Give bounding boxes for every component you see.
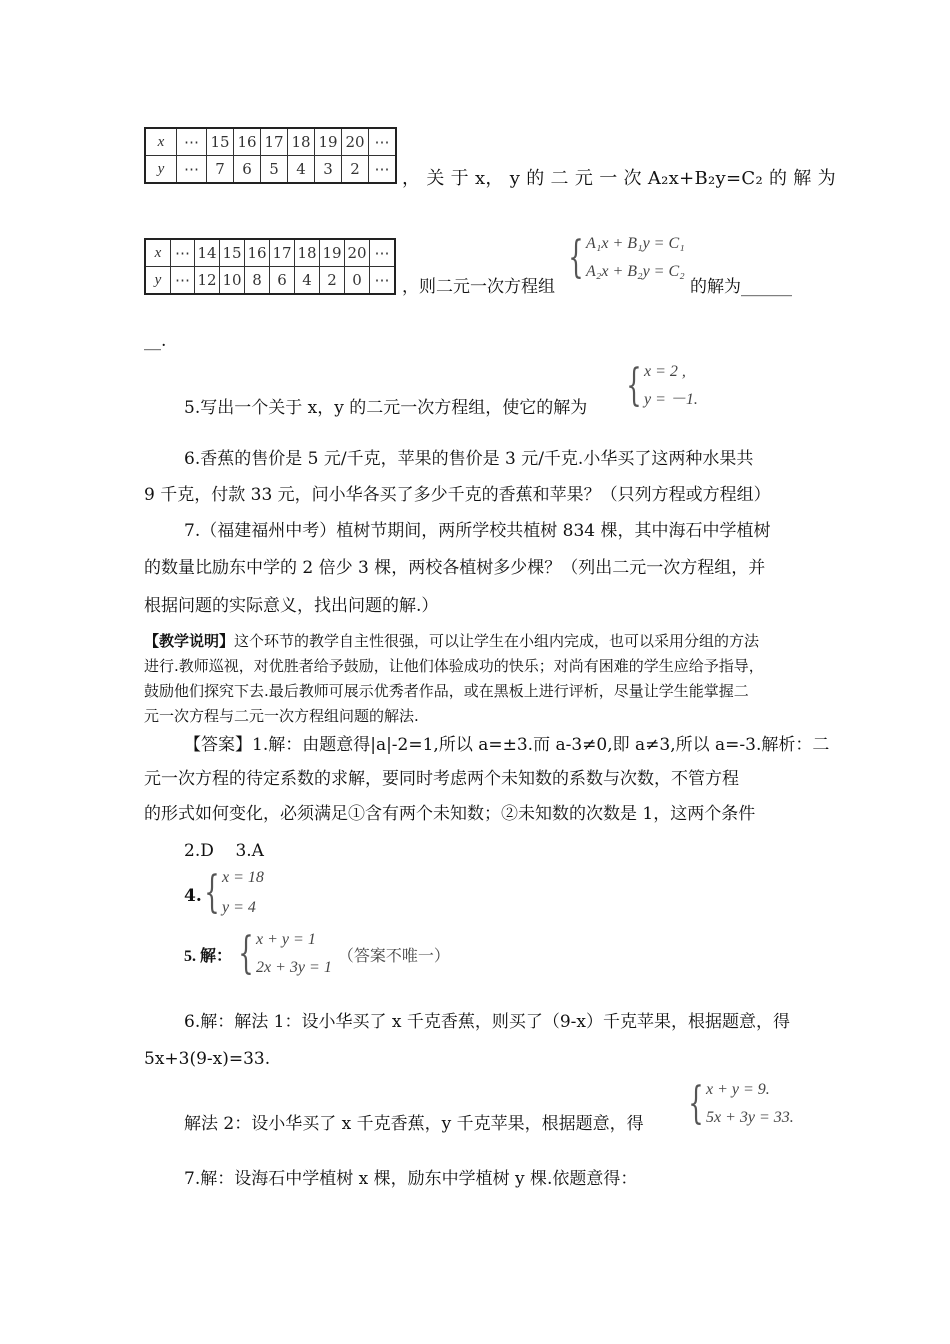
table-cell: 4 (288, 156, 315, 184)
brace-icon: { (204, 867, 220, 918)
table-row-y (145, 267, 395, 295)
line2-tail: __. (144, 331, 167, 351)
table-cell: 18 (295, 239, 320, 267)
table-cell: y (145, 267, 171, 295)
note-line: 这个环节的教学自主性很强，可以让学生在小组内完成，也可以采用分组的方法 (234, 632, 760, 650)
question-6-line: 6.香蕉的售价是 5 元/千克，苹果的售价是 3 元/千克.小华买了这两种水果共 (184, 449, 754, 469)
line2-equation-system (562, 234, 685, 282)
table-row-x (145, 128, 396, 156)
brace-icon: { (626, 360, 642, 411)
note-line: 元一次方程与二元一次方程组问题的解法. (144, 707, 419, 725)
table-cell: ⋯ (370, 239, 396, 267)
answer-7: 7.解：设海石中学植树 x 棵，励东中学植树 y 棵.依题意得： (184, 1169, 638, 1189)
note-line: 鼓励他们探究下去.最后教师可展示优秀者作品，或在黑板上进行评析，尽量让学生能掌握二 (144, 682, 749, 700)
equation-line: x = 18 (222, 869, 264, 886)
equation-line: 2x + 3y = 1 (256, 959, 332, 976)
table-cell: 8 (245, 267, 270, 295)
equation-line: A₁x + B₁y = C₁ (586, 235, 685, 252)
answer-5-system (232, 930, 332, 978)
table-cell: 17 (270, 239, 295, 267)
table-cell: 20 (345, 239, 370, 267)
answer-4-label: 4. (184, 886, 202, 906)
table-cell: ⋯ (171, 267, 195, 295)
table-cell: 6 (270, 267, 295, 295)
table-cell: 15 (207, 128, 234, 156)
table-cell: 4 (295, 267, 320, 295)
table-cell: 2 (342, 156, 369, 184)
equation-line: x + y = 9. (706, 1081, 770, 1098)
table-cell: 7 (207, 156, 234, 184)
question-6-line: 9 千克，付款 33 元，问小华各买了多少千克的香蕉和苹果？（只列方程或方程组） (144, 485, 771, 505)
answer-6-line: 6.解：解法 1：设小华买了 x 千克香蕉，则买了（9-x）千克苹果，根据题意，得 (184, 1012, 790, 1032)
value-table-2 (144, 238, 396, 295)
question-7-line: 的数量比励东中学的 2 倍少 3 棵，两校各植树多少棵？（列出二元一次方程组，并 (144, 558, 766, 578)
note-tag: 【教学说明】 (144, 632, 235, 650)
table-cell: y (145, 156, 177, 184)
q5-equation-system (620, 362, 698, 410)
table-cell: 10 (220, 267, 245, 295)
table-cell: x (145, 128, 177, 156)
answer-4-system (198, 868, 264, 918)
brace-icon: { (688, 1078, 704, 1129)
table-row-y (145, 156, 396, 184)
line2-pre: ，则二元一次方程组 (402, 277, 555, 297)
answer-5-note: （答案不唯一） (337, 947, 450, 965)
answer-5 (184, 930, 450, 978)
table-cell: 19 (320, 239, 345, 267)
table-cell: ⋯ (177, 156, 207, 184)
equation-line: x = 2 , (644, 363, 686, 380)
equation-line: y = 4 (222, 899, 256, 916)
table-cell: x (145, 239, 171, 267)
table-cell: 20 (342, 128, 369, 156)
table-cell: ⋯ (369, 156, 397, 184)
answer-line: 元一次方程的待定系数的求解，要同时考虑两个未知数的系数与次数，不管方程 (144, 769, 739, 789)
question-5: 5.写出一个关于 x，y 的二元一次方程组，使它的解为 (184, 398, 588, 418)
table-cell: 18 (288, 128, 315, 156)
table-cell: ⋯ (370, 267, 396, 295)
answer-5-label: 5. 解： (184, 947, 233, 965)
line2-post: 的解为______ (690, 277, 792, 297)
table-cell: 16 (234, 128, 261, 156)
table-cell: ⋯ (171, 239, 195, 267)
answer-6-line: 5x+3(9-x)=33. (144, 1049, 271, 1069)
table-row-x (145, 239, 395, 267)
table-cell: 19 (315, 128, 342, 156)
note-line: 进行.教师巡视，对优胜者给予鼓励，让他们体验成功的快乐；对尚有困难的学生应给予指导， (144, 657, 764, 675)
table-cell: 5 (261, 156, 288, 184)
table-cell: ⋯ (177, 128, 207, 156)
table-cell: 15 (220, 239, 245, 267)
table-cell: 0 (345, 267, 370, 295)
question-7-line: 根据问题的实际意义，找出问题的解.） (144, 596, 439, 616)
answer-6-system (682, 1080, 794, 1128)
table-cell: 14 (195, 239, 220, 267)
table-cell: 12 (195, 267, 220, 295)
answer-2-3: 2.D 3.A (184, 841, 264, 861)
table-cell: ⋯ (369, 128, 397, 156)
teaching-note (144, 629, 759, 654)
equation-line: 5x + 3y = 33. (706, 1109, 794, 1126)
brace-icon: { (568, 232, 584, 283)
brace-icon: { (238, 928, 254, 979)
equation-line: x + y = 1 (256, 931, 316, 948)
line1-text: ， 关 于 x， y 的 二 元 一 次 A₂x+B₂y=C₂ 的 解 为 (402, 168, 836, 189)
equation-line: A₂x + B₂y = C₂ (586, 263, 685, 280)
value-table-1 (144, 127, 397, 184)
answer-line: 【答案】1.解：由题意得|a|-2=1,所以 a=±3.而 a-3≠0,即 a≠3,所以 a=-3.解析：二 (184, 735, 830, 755)
table-cell: 6 (234, 156, 261, 184)
answer-6-method-2: 解法 2：设小华买了 x 千克香蕉，y 千克苹果，根据题意，得 (184, 1114, 644, 1134)
table-cell: 3 (315, 156, 342, 184)
table-cell: 2 (320, 267, 345, 295)
table-cell: 16 (245, 239, 270, 267)
question-7-line: 7.（福建福州中考）植树节期间，两所学校共植树 834 棵，其中海石中学植树 (184, 521, 771, 541)
equation-line: y = －1. (644, 391, 698, 408)
answer-line: 的形式如何变化，必须满足①含有两个未知数；②未知数的次数是 1，这两个条件 (144, 804, 756, 824)
table-cell: 17 (261, 128, 288, 156)
